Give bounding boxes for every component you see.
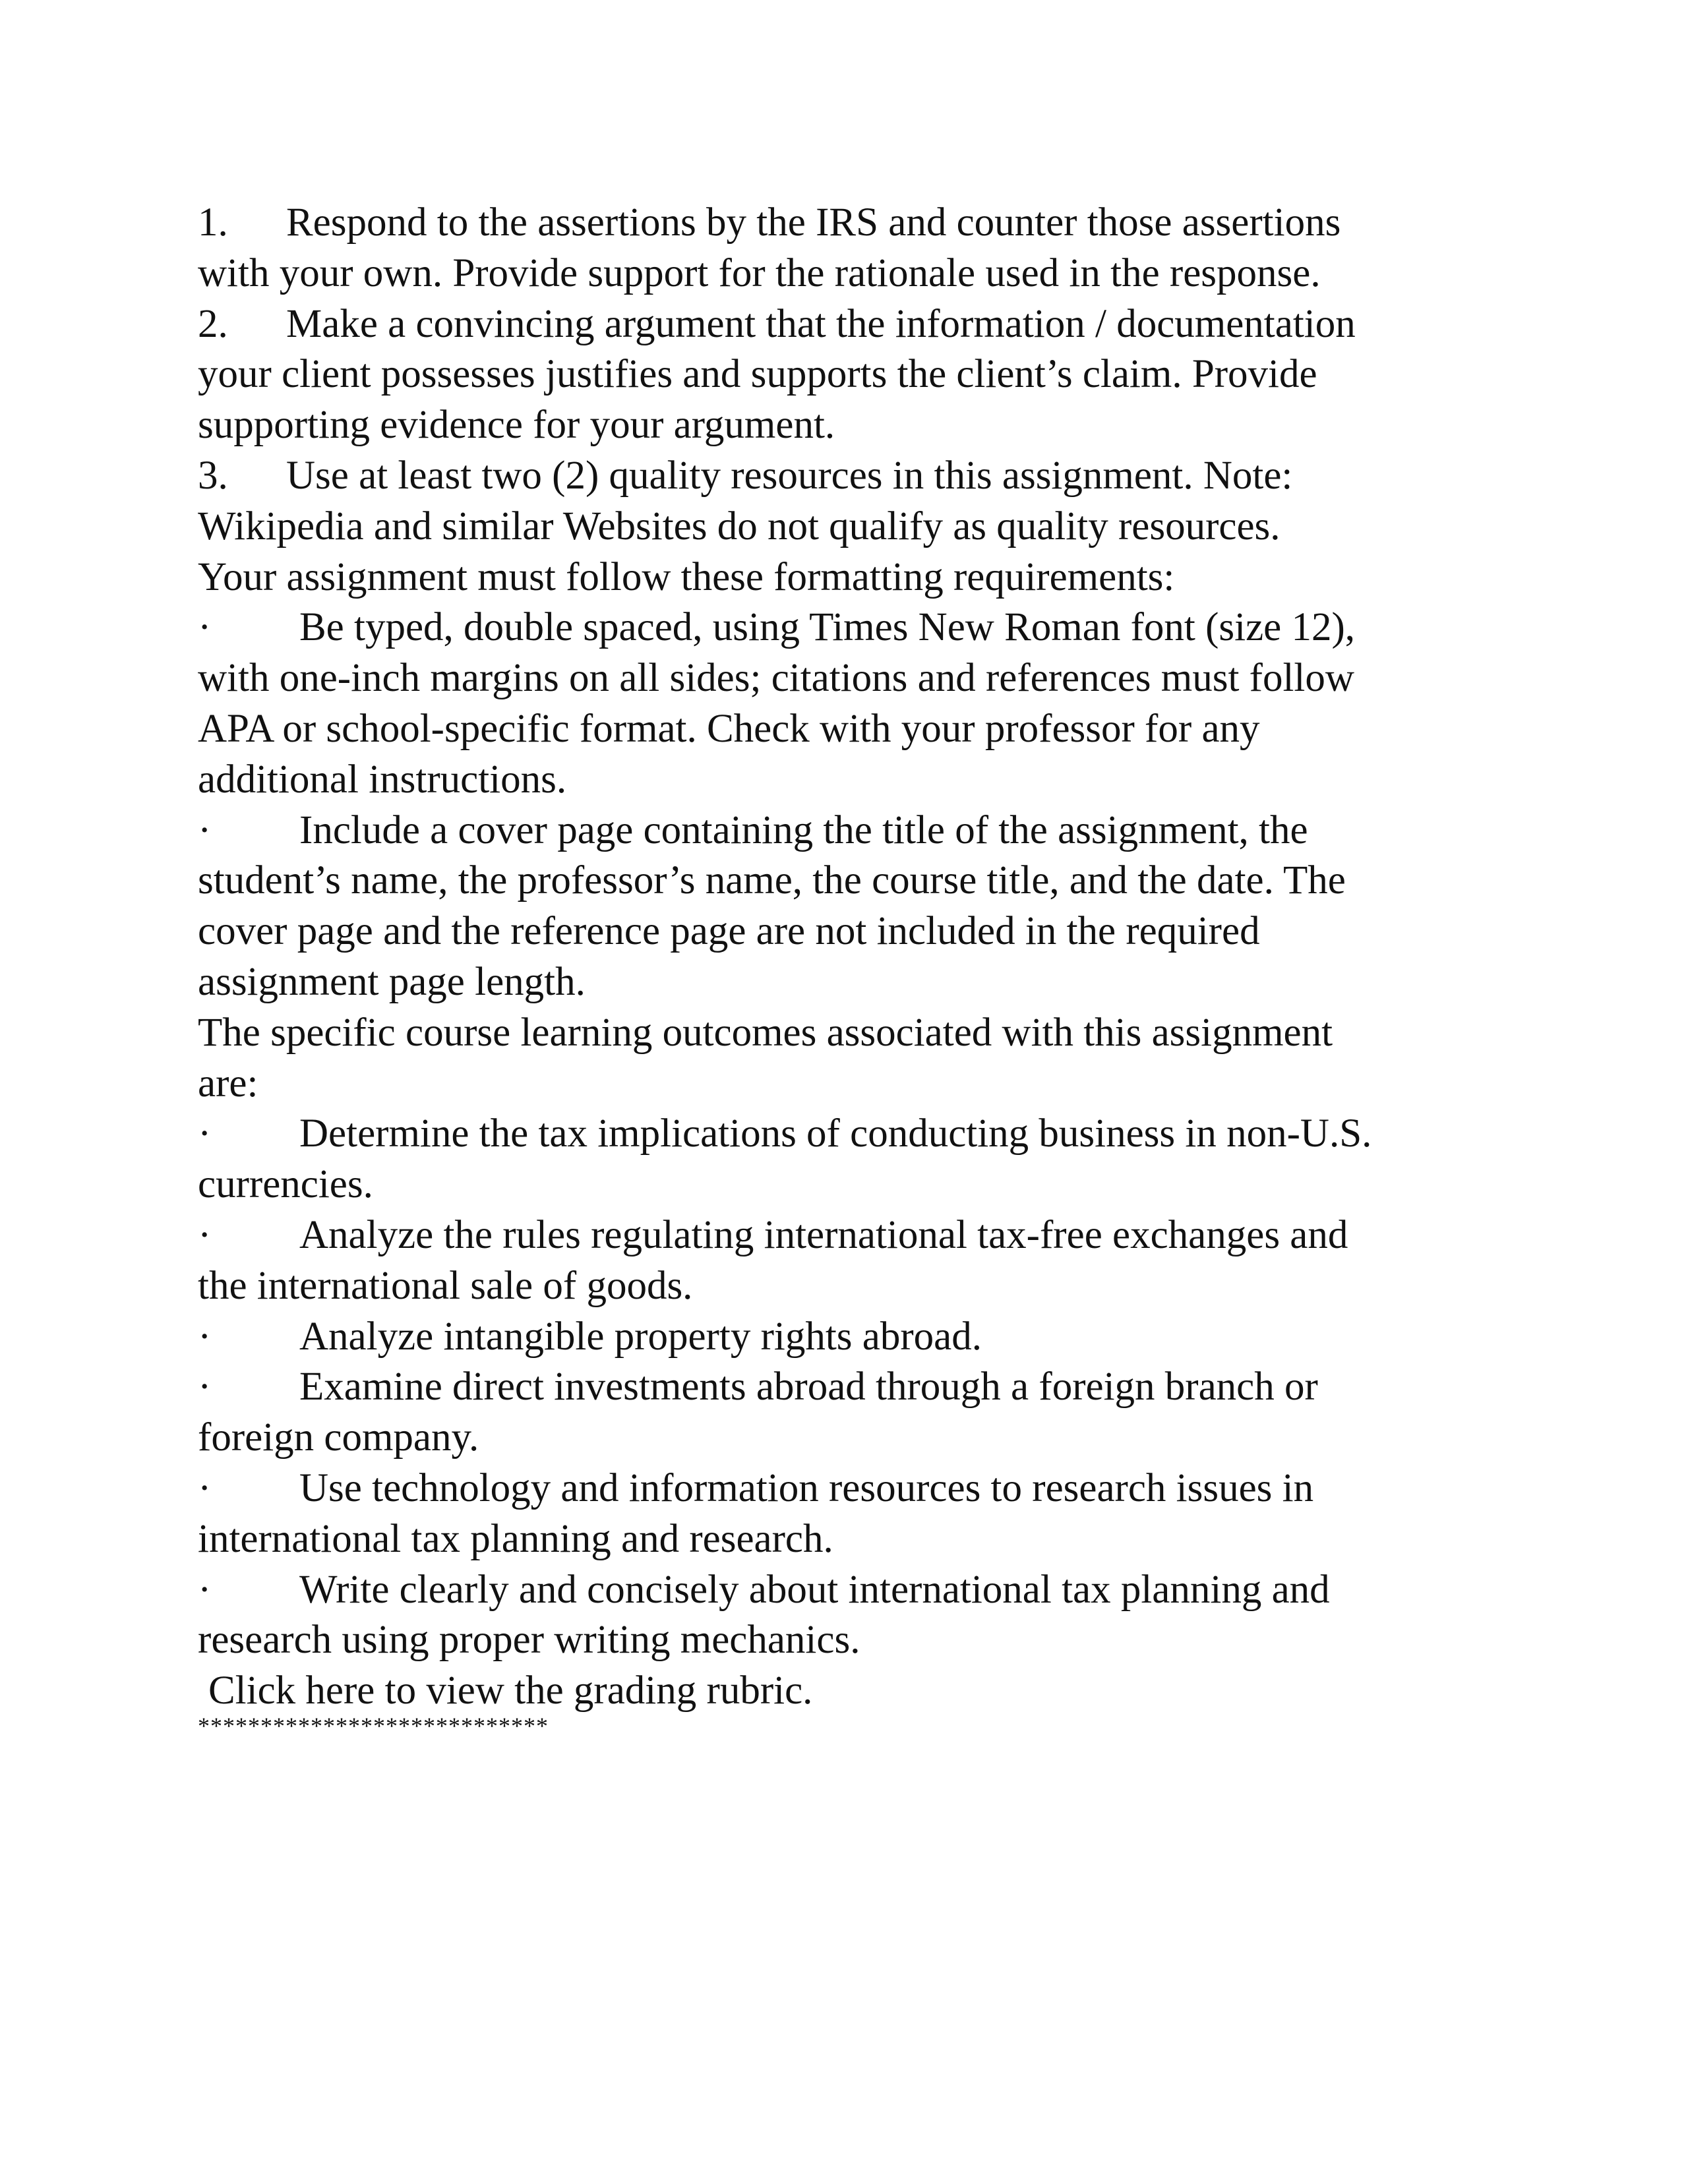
- list-item-line: student’s name, the professor’s name, the course title, and the date. The: [198, 858, 1346, 903]
- list-item-line: cover page and the reference page are not included in the required: [198, 909, 1260, 954]
- list-item-line: [198, 1210, 1490, 1261]
- item-number: 3.: [198, 453, 228, 498]
- list-item-line: Wikipedia and similar Websites do not qualify as quality resources.: [198, 504, 1281, 548]
- item-number: 2.: [198, 301, 228, 346]
- bullet-marker: ·: [198, 605, 212, 650]
- item-text: Use at least two (2) quality resources in this assignment. Note:: [286, 453, 1293, 498]
- outcome-bullet-6: [198, 1565, 1490, 1667]
- outcome-bullet-5: [198, 1463, 1490, 1565]
- list-item-line: [198, 806, 1490, 856]
- list-item-line: foreign company.: [198, 1415, 479, 1460]
- list-item-line: with one-inch margins on all sides; citations and references must follow: [198, 656, 1354, 701]
- list-item-line: international tax planning and research.: [198, 1516, 833, 1561]
- list-item-line: [198, 1312, 1490, 1363]
- numbered-item-3: [198, 451, 1490, 552]
- list-item-line: with your own. Provide support for the rationale used in the response.: [198, 251, 1321, 295]
- bullet-marker: ·: [198, 1465, 212, 1510]
- outcome-bullet-2: [198, 1210, 1490, 1312]
- list-item-line: [198, 1362, 1490, 1413]
- list-item-line: [198, 1109, 1490, 1160]
- list-item-line: the international sale of goods.: [198, 1263, 693, 1308]
- item-number: 1.: [198, 200, 228, 245]
- bullet-text: Analyze the rules regulating international tax-free exchanges and: [299, 1212, 1348, 1257]
- bullet-marker: ·: [198, 1314, 212, 1359]
- list-item-line: your client possesses justifies and supports the client’s claim. Provide: [198, 352, 1317, 397]
- formatting-bullet-1: [198, 603, 1490, 805]
- list-item-line: [198, 1463, 1490, 1514]
- bullet-marker: ·: [198, 1212, 212, 1257]
- bullet-text: Be typed, double spaced, using Times New Roman font (size 12),: [299, 605, 1356, 650]
- numbered-item-2: [198, 299, 1490, 451]
- outcome-bullet-4: [198, 1362, 1490, 1463]
- rubric-link-line: [198, 1666, 1490, 1717]
- list-item-line: [198, 603, 1490, 653]
- list-item-line: [198, 1565, 1490, 1616]
- list-item-line: currencies.: [198, 1162, 373, 1207]
- list-item-line: [198, 451, 1490, 502]
- bullet-marker: ·: [198, 1567, 212, 1612]
- bullet-text: Use technology and information resources to research issues in: [299, 1465, 1314, 1510]
- bullet-marker: ·: [198, 1365, 212, 1409]
- formatting-bullet-2: [198, 806, 1490, 1008]
- outcomes-intro-line: are:: [198, 1061, 258, 1106]
- list-item-line: [198, 299, 1490, 350]
- bullet-text: Analyze intangible property rights abroad.: [299, 1314, 982, 1359]
- bullet-marker: ·: [198, 1111, 212, 1156]
- list-item-line: research using proper writing mechanics.: [198, 1618, 860, 1663]
- bullet-text: Write clearly and concisely about international tax planning and: [299, 1567, 1330, 1612]
- list-item-line: additional instructions.: [198, 757, 567, 802]
- asterisk-separator: ****************************: [198, 1712, 549, 1739]
- list-item-line: assignment page length.: [198, 959, 586, 1004]
- document-body: [198, 198, 1490, 1739]
- list-item-line: supporting evidence for your argument.: [198, 403, 835, 448]
- item-text: Make a convincing argument that the information / documentation: [286, 301, 1356, 346]
- bullet-text: Determine the tax implications of conducting business in non-U.S.: [299, 1111, 1372, 1156]
- formatting-intro: Your assignment must follow these formatting requirements:: [198, 554, 1175, 599]
- bullet-text: Examine direct investments abroad through a foreign branch or: [299, 1365, 1318, 1409]
- bullet-text: Include a cover page containing the title of the assignment, the: [299, 808, 1308, 852]
- outcomes-intro-line: The specific course learning outcomes associated with this assignment: [198, 1010, 1333, 1055]
- outcome-bullet-1: [198, 1109, 1490, 1210]
- item-text: Respond to the assertions by the IRS and counter those assertions: [286, 200, 1341, 245]
- bullet-marker: ·: [198, 808, 212, 852]
- list-item-line: [198, 198, 1490, 249]
- list-item-line: APA or school-specific format. Check with your professor for any: [198, 706, 1260, 751]
- outcomes-intro: [198, 1008, 1490, 1109]
- grading-rubric-link[interactable]: Click here to view the grading rubric.: [208, 1668, 813, 1713]
- outcome-bullet-3: [198, 1312, 1490, 1363]
- numbered-item-1: [198, 198, 1490, 299]
